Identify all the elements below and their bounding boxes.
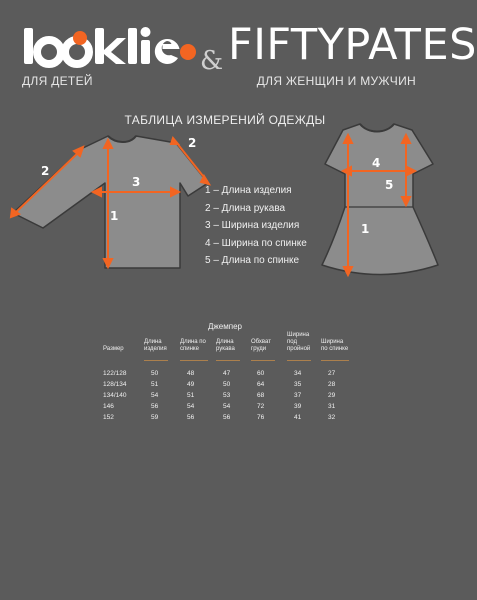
- cell-length: 59: [151, 414, 159, 421]
- cell-armhole-width: 37: [294, 392, 302, 399]
- dress-mark-back-width: 4: [372, 156, 381, 170]
- cell-chest: 72: [257, 403, 265, 410]
- col-header-chest: Обхват груди: [251, 339, 271, 352]
- cell-size: 152: [103, 414, 114, 421]
- header-underline: [321, 360, 349, 361]
- cell-size: 134/140: [103, 392, 127, 399]
- cell-size: 122/128: [103, 370, 127, 377]
- col-header-back-length: Длина по спинке: [180, 339, 206, 352]
- col-header-length: Длина изделия: [144, 339, 167, 352]
- cell-back-length: 56: [187, 414, 195, 421]
- legend-item: 3 – Ширина изделия: [205, 220, 300, 231]
- header-underline: [216, 360, 240, 361]
- cell-length: 51: [151, 381, 159, 388]
- cell-back-width: 32: [328, 414, 336, 421]
- cell-sleeve-length: 50: [223, 381, 231, 388]
- header-underline: [180, 360, 208, 361]
- sweater-mark-sleeve-right: 2: [188, 136, 197, 150]
- cell-sleeve-length: 53: [223, 392, 231, 399]
- cell-back-length: 54: [187, 403, 195, 410]
- legend-item: 2 – Длина рукава: [205, 202, 286, 214]
- cell-back-length: 48: [187, 370, 195, 377]
- cell-back-length: 51: [187, 392, 195, 399]
- cell-chest: 76: [257, 414, 265, 421]
- cell-armhole-width: 35: [294, 381, 302, 388]
- cell-armhole-width: 39: [294, 403, 302, 410]
- cell-sleeve-length: 54: [223, 403, 231, 410]
- cell-length: 54: [151, 392, 159, 399]
- legend-item: 1 – Длина изделия: [205, 185, 292, 196]
- cell-back-length: 49: [187, 381, 195, 388]
- sweater-mark-width: 3: [132, 175, 141, 189]
- cell-back-width: 28: [328, 381, 336, 388]
- cell-size: 146: [103, 403, 114, 410]
- cell-back-width: 27: [328, 370, 336, 377]
- dress-diagram: [320, 122, 440, 282]
- cell-back-width: 29: [328, 392, 336, 399]
- brand-ampersand: &: [200, 46, 224, 76]
- header-underline: [251, 360, 275, 361]
- legend-item: 4 – Ширина по спинке: [205, 237, 307, 249]
- fiftypates-logo: FIFTYPATES: [228, 20, 477, 70]
- measurement-legend: [205, 182, 325, 270]
- sweater-mark-sleeve-left: 2: [41, 164, 50, 178]
- cell-armhole-width: 41: [294, 414, 302, 421]
- sweater-mark-length: 1: [110, 209, 119, 223]
- size-table-title: Джемпер: [208, 322, 242, 331]
- looklie-logo: [22, 22, 198, 70]
- col-header-back-width: Ширина по спинке: [321, 339, 349, 352]
- header-underline: [144, 360, 168, 361]
- legend-item: 5 – Длина по спинке: [205, 255, 300, 266]
- subtitle-adults: ДЛЯ ЖЕНЩИН И МУЖЧИН: [256, 74, 416, 88]
- dress-mark-back-length: 5: [385, 178, 394, 192]
- cell-sleeve-length: 56: [223, 414, 231, 421]
- sweater-diagram: [8, 128, 208, 273]
- cell-size: 128/134: [103, 381, 127, 388]
- cell-length: 50: [151, 370, 159, 377]
- cell-sleeve-length: 47: [223, 370, 231, 377]
- cell-chest: 60: [257, 370, 265, 377]
- cell-chest: 68: [257, 392, 265, 399]
- header-underline: [287, 360, 311, 361]
- col-header-sleeve-length: Длина рукава: [216, 339, 235, 352]
- cell-chest: 64: [257, 381, 265, 388]
- cell-back-width: 31: [328, 403, 336, 410]
- page-title: ТАБЛИЦА ИЗМЕРЕНИЙ ОДЕЖДЫ: [124, 113, 326, 127]
- cell-armhole-width: 34: [294, 370, 302, 377]
- col-header-size: Размер: [103, 346, 124, 352]
- dress-mark-length: 1: [361, 222, 370, 236]
- cell-length: 56: [151, 403, 159, 410]
- col-header-armhole-width: Ширина под пройной: [287, 332, 311, 352]
- subtitle-kids: ДЛЯ ДЕТЕЙ: [22, 74, 93, 88]
